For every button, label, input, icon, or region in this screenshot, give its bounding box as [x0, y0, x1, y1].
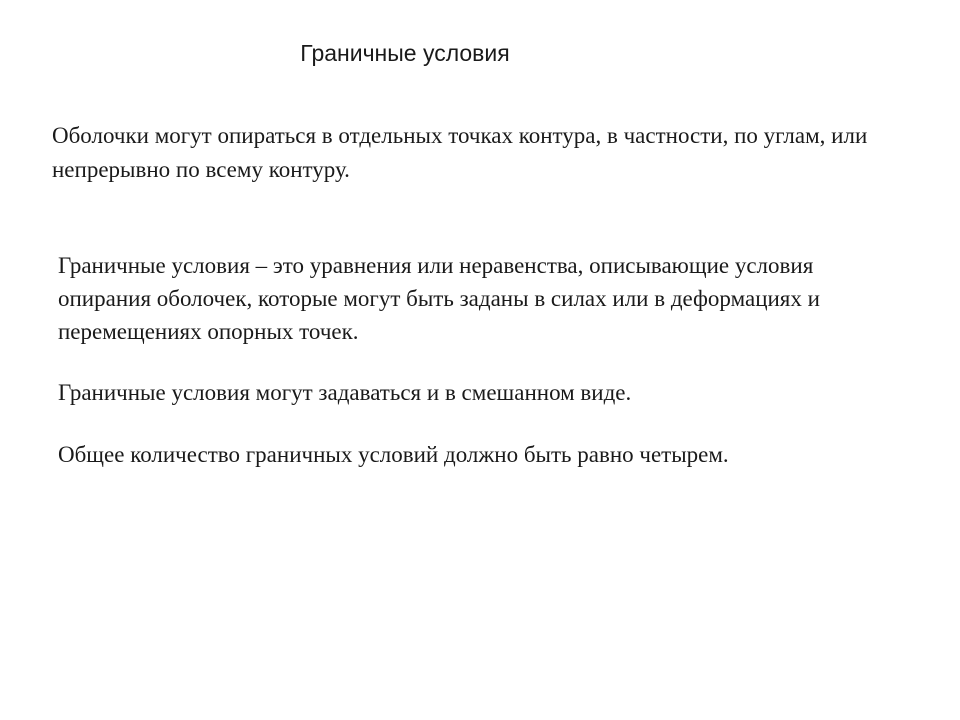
slide-title	[0, 40, 810, 67]
paragraph-count: Общее количество граничных условий должно быть равно четырем.	[58, 442, 729, 467]
paragraph-definition: Граничные условия – это уравнения или неравенства, описывающие условия опирания оболочек, которые могут быть заданы в силах или в деформациях и перемещениях опорных точек.	[58, 253, 820, 344]
paragraph-support-points: Оболочки могут опираться в отдельных точках контура, в частности, по углам, или непрерывно по всему контуру.	[52, 123, 868, 182]
slide-title-text: Граничные условия	[300, 40, 510, 66]
paragraph-mixed-form: Граничные условия могут задаваться и в смешанном виде.	[58, 380, 632, 405]
